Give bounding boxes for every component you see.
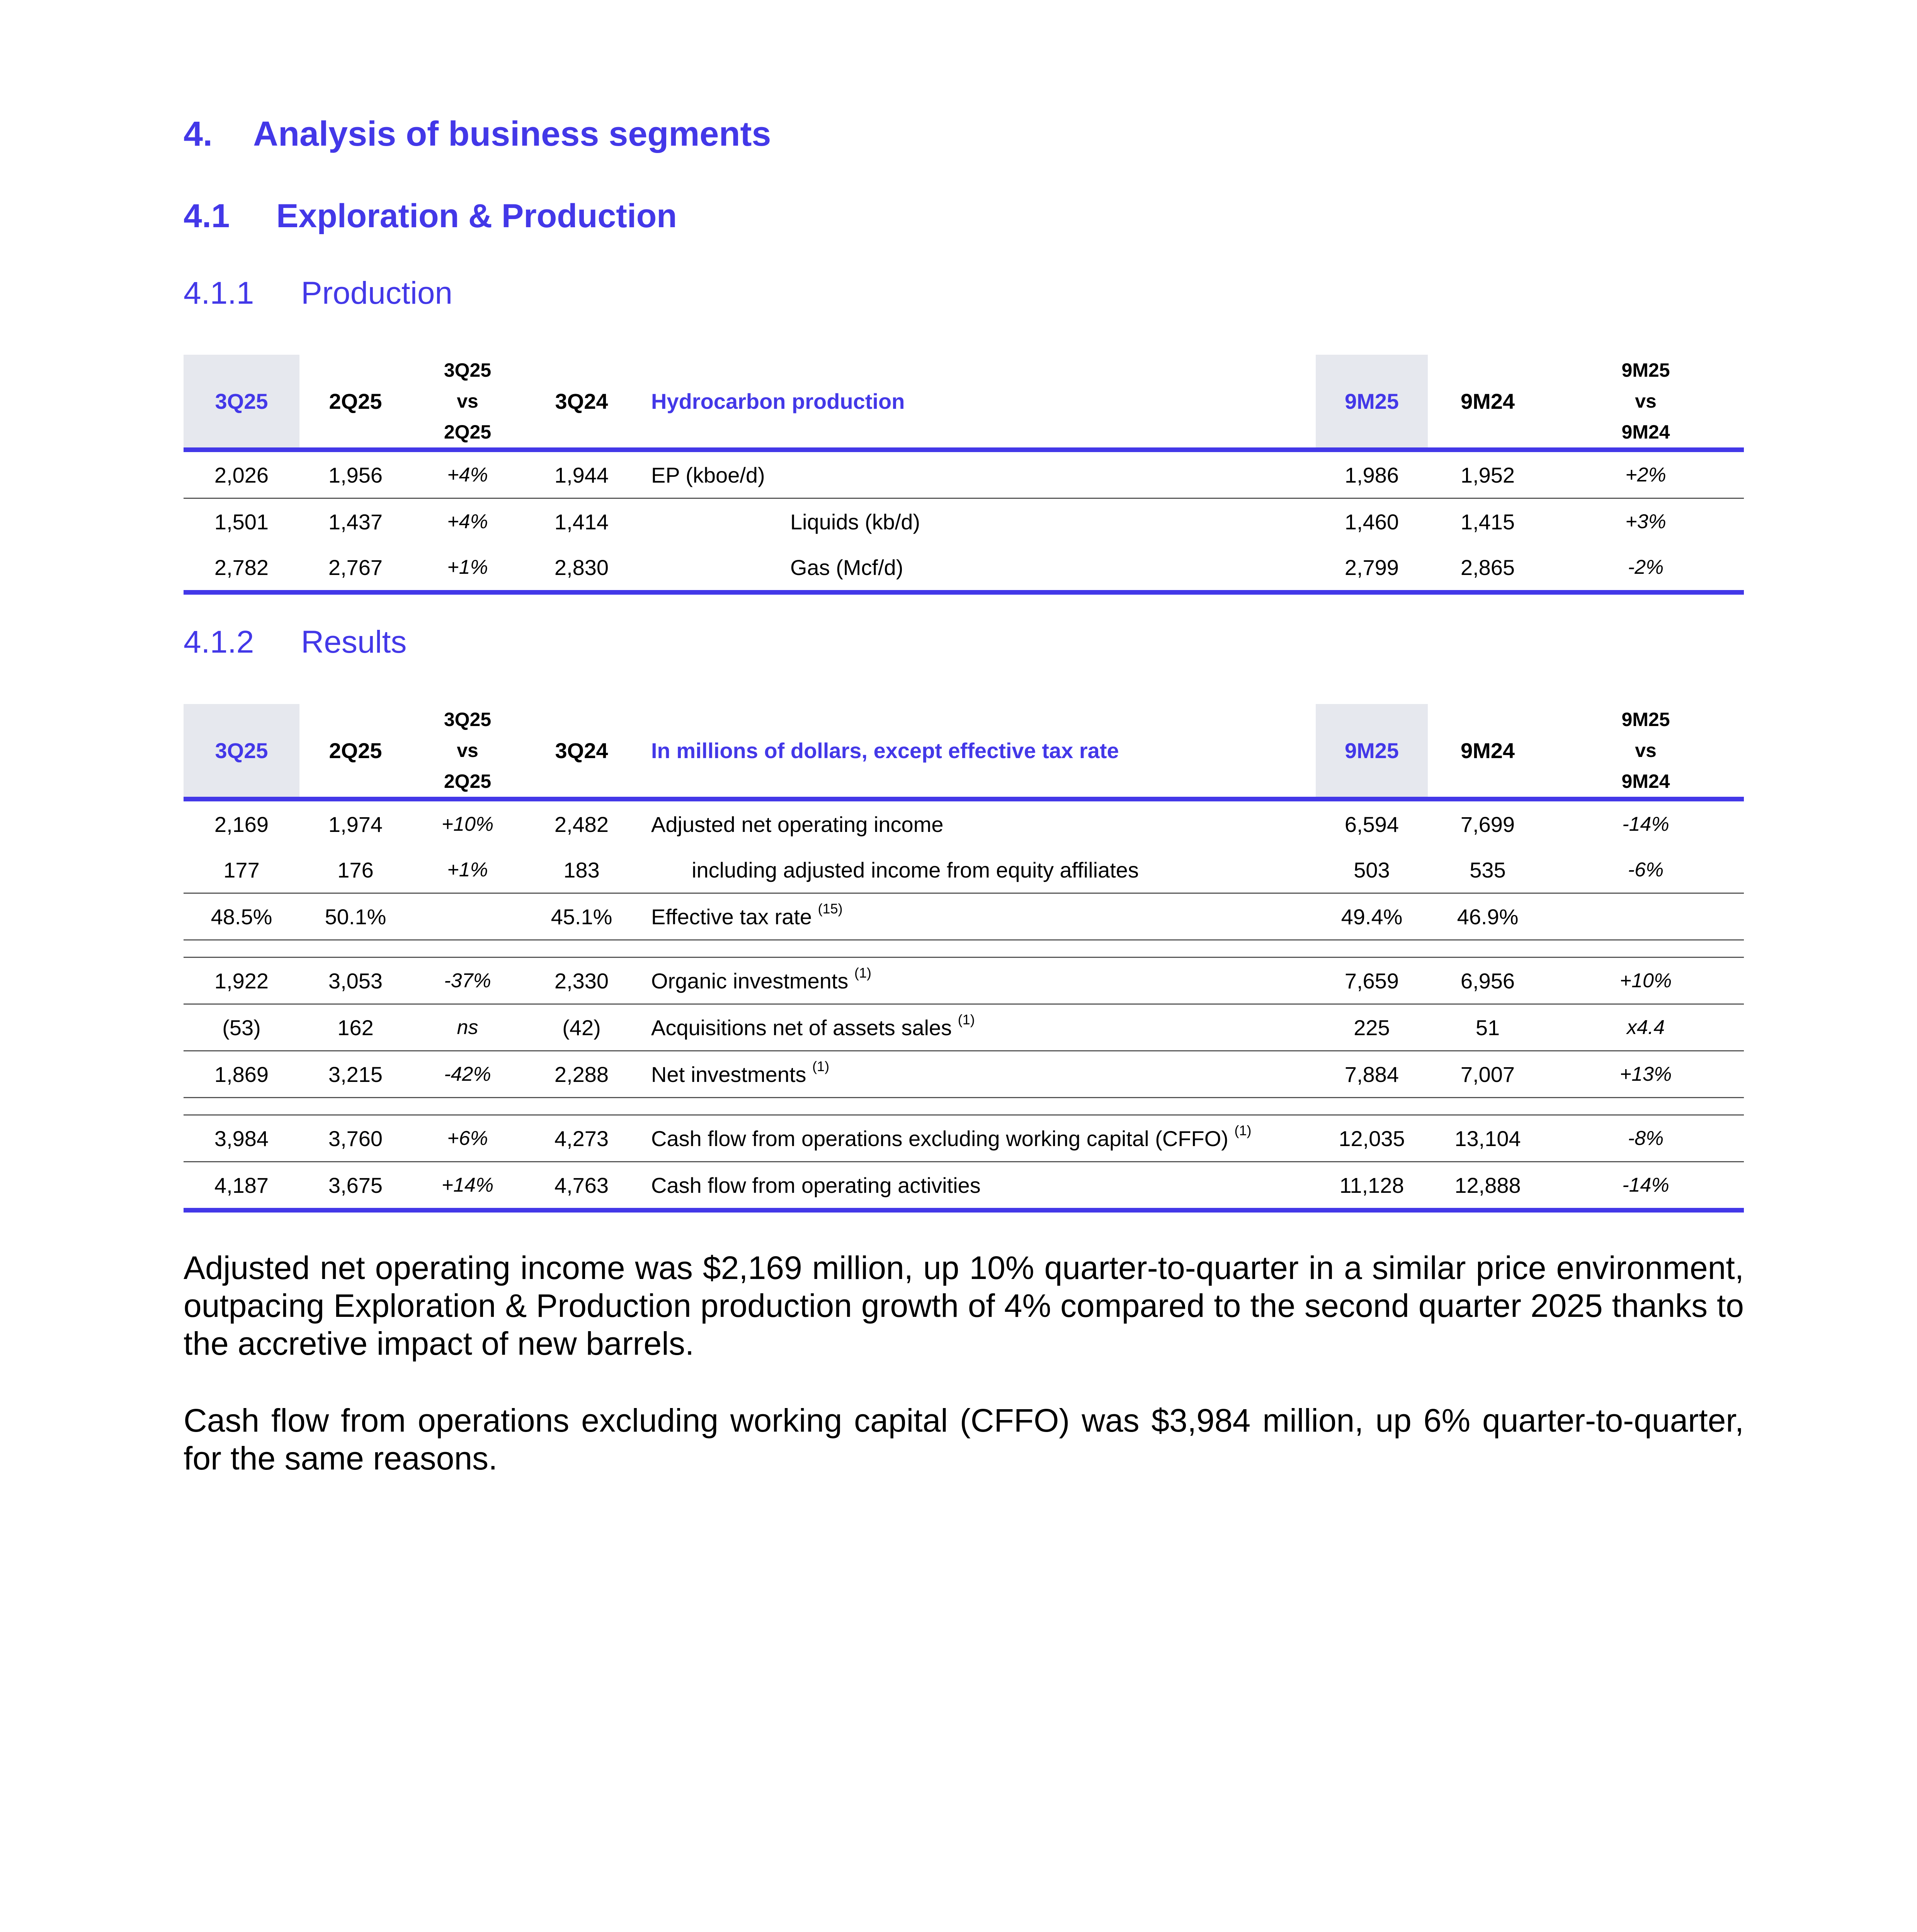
- cell: [1548, 893, 1744, 940]
- row-label: Gas (Mcf/d): [640, 544, 1316, 592]
- section-title: Analysis of business segments: [253, 115, 771, 153]
- col-2q25: 2Q25: [329, 738, 382, 763]
- table-header-row: [184, 355, 1744, 450]
- production-heading-title: Production: [301, 276, 453, 311]
- cell: 2,865: [1428, 544, 1548, 592]
- cell: 51: [1428, 1004, 1548, 1051]
- col-3q24: 3Q24: [555, 389, 608, 413]
- col-2q25: 2Q25: [329, 389, 382, 413]
- table-row: [184, 1051, 1744, 1098]
- cell: -37%: [412, 957, 524, 1004]
- cell: 1,956: [299, 450, 412, 498]
- footnote-ref: (1): [812, 1058, 830, 1074]
- table-row: [184, 1004, 1744, 1051]
- cell: +4%: [412, 450, 524, 498]
- cell: (53): [184, 1004, 299, 1051]
- cell: -2%: [1548, 544, 1744, 592]
- cell: -8%: [1548, 1115, 1744, 1162]
- cell: +6%: [412, 1115, 524, 1162]
- results-heading: [184, 624, 407, 660]
- cell: 46.9%: [1428, 893, 1548, 940]
- cell: 2,482: [554, 812, 609, 837]
- table-spacer: [184, 940, 1744, 957]
- cell: 7,884: [1316, 1051, 1428, 1098]
- row-label: Adjusted net operating income: [651, 812, 944, 837]
- cell: 162: [299, 1004, 412, 1051]
- cell: 7,659: [1316, 957, 1428, 1004]
- cell: 3,215: [299, 1051, 412, 1098]
- row-label: Acquisitions net of assets sales $^{(1)}$: [640, 1004, 1316, 1051]
- cell: 13,104: [1428, 1115, 1548, 1162]
- cell: 12,035: [1316, 1115, 1428, 1162]
- cell: 3,675: [299, 1162, 412, 1211]
- cell: 7,007: [1428, 1051, 1548, 1098]
- cell: 2,782: [184, 544, 299, 592]
- results-heading-title: Results: [301, 624, 407, 660]
- cell: 2,288: [524, 1051, 640, 1098]
- results-table: [184, 704, 1744, 1213]
- section-heading: [184, 114, 771, 154]
- cell: +10%: [1548, 957, 1744, 1004]
- cell: 48.5%: [184, 893, 299, 940]
- cell: -42%: [412, 1051, 524, 1098]
- paragraph: Adjusted net operating income was $2,169 million, up 10% quarter-to-quarter in a similar price environment, outpacing Exploration & Production production growth of 4% compared to the second quarter 2025 thanks to the accretive impact of new barrels.: [184, 1250, 1744, 1362]
- table-row: [184, 957, 1744, 1004]
- cell: +3%: [1625, 510, 1666, 533]
- cell: +4%: [447, 510, 488, 533]
- cell: 4,187: [184, 1162, 299, 1211]
- table-spacer: [184, 1098, 1744, 1115]
- cell: 3,984: [184, 1115, 299, 1162]
- row-label: Net investments $^{(1)}$: [640, 1051, 1316, 1098]
- table-row: [184, 1162, 1744, 1211]
- col-9m24: 9M24: [1460, 389, 1515, 413]
- table-row: [184, 893, 1744, 940]
- table-row: [184, 799, 1744, 847]
- col-9m24: 9M24: [1460, 738, 1515, 763]
- cell: 503: [1316, 847, 1428, 893]
- table-row: [184, 1115, 1744, 1162]
- cell: 1,922: [184, 957, 299, 1004]
- footnote-ref: (1): [1234, 1122, 1252, 1138]
- cell: 1,952: [1428, 450, 1548, 498]
- cell: 6,956: [1428, 957, 1548, 1004]
- cell: 1,460: [1344, 509, 1399, 534]
- paragraph: Cash flow from operations excluding working capital (CFFO) was $3,984 million, up 6% quarter-to-quarter, for the same reasons.: [184, 1402, 1744, 1476]
- table-row: [184, 450, 1744, 498]
- cell: 225: [1316, 1004, 1428, 1051]
- footnote-ref: (1): [958, 1011, 975, 1027]
- col-3q25-vs-2q25: 3Q25 vs 2Q25: [444, 359, 492, 443]
- cell: 177: [184, 847, 299, 893]
- cell: x4.4: [1548, 1004, 1744, 1051]
- production-heading-number: 4.1.1: [184, 276, 254, 311]
- col-9m25-vs-9m24: 9M25 vs 9M24: [1621, 709, 1670, 792]
- cell: 2,026: [184, 450, 299, 498]
- subsection-number: 4.1: [184, 197, 230, 235]
- cell: 1,414: [554, 509, 609, 534]
- cell: 4,273: [524, 1115, 640, 1162]
- cell: -6%: [1548, 847, 1744, 893]
- cell: +2%: [1548, 450, 1744, 498]
- cell: 1,944: [524, 450, 640, 498]
- row-label: Effective tax rate $^{(15)}$: [640, 893, 1316, 940]
- cell: 183: [524, 847, 640, 893]
- cell: 2,830: [524, 544, 640, 592]
- row-label: including adjusted income from equity affiliates: [640, 847, 1316, 893]
- col-3q24: 3Q24: [555, 738, 608, 763]
- production-heading: [184, 275, 452, 311]
- cell: 176: [299, 847, 412, 893]
- cell: 11,128: [1316, 1162, 1428, 1211]
- cell: 1,501: [214, 509, 269, 534]
- cell: 49.4%: [1316, 893, 1428, 940]
- cell: [412, 893, 524, 940]
- col-3q25-vs-2q25: 3Q25 vs 2Q25: [444, 709, 492, 792]
- col-3q25: 3Q25: [184, 355, 299, 450]
- cell: +13%: [1548, 1051, 1744, 1098]
- cell: 4,763: [524, 1162, 640, 1211]
- row-label: Liquids (kb/d): [790, 509, 920, 534]
- cell: 50.1%: [299, 893, 412, 940]
- footnote-ref: (15): [818, 900, 843, 917]
- results-heading-number: 4.1.2: [184, 624, 254, 660]
- cell: +1%: [412, 544, 524, 592]
- cell: ns: [412, 1004, 524, 1051]
- table-row: [184, 847, 1744, 893]
- cell: 2,799: [1316, 544, 1428, 592]
- table-row: [184, 498, 1744, 545]
- cell: 1,415: [1460, 509, 1515, 534]
- cell: 3,053: [299, 957, 412, 1004]
- table-header-row: [184, 704, 1744, 799]
- row-label: Cash flow from operations excluding working capital (CFFO) $^{(1)}$: [640, 1115, 1316, 1162]
- row-label: Organic investments $^{(1)}$: [640, 957, 1316, 1004]
- row-label: EP (kboe/d): [640, 450, 1316, 498]
- section-number: 4.: [184, 115, 213, 153]
- col-9m25: 9M25: [1316, 355, 1428, 450]
- cell: -14%: [1548, 1162, 1744, 1211]
- cell: 2,169: [214, 812, 269, 837]
- col-3q25: 3Q25: [184, 704, 299, 799]
- cell: 6,594: [1344, 812, 1399, 837]
- table-row: [184, 544, 1744, 592]
- production-table: [184, 355, 1744, 595]
- cell: -14%: [1622, 813, 1669, 835]
- row-label: Cash flow from operating activities: [640, 1162, 1316, 1211]
- cell: 2,767: [299, 544, 412, 592]
- col-label: In millions of dollars, except effective tax rate: [651, 738, 1119, 763]
- cell: +1%: [412, 847, 524, 893]
- cell: +14%: [412, 1162, 524, 1211]
- cell: +10%: [441, 813, 494, 835]
- subsection-title: Exploration & Production: [276, 197, 677, 235]
- col-label: Hydrocarbon production: [651, 389, 905, 413]
- cell: (42): [524, 1004, 640, 1051]
- cell: 1,437: [328, 509, 383, 534]
- cell: 1,974: [328, 812, 383, 837]
- cell: 2,330: [524, 957, 640, 1004]
- cell: 3,760: [299, 1115, 412, 1162]
- cell: 535: [1428, 847, 1548, 893]
- cell: 12,888: [1428, 1162, 1548, 1211]
- cell: 7,699: [1460, 812, 1515, 837]
- subsection-heading: [184, 197, 677, 235]
- footnote-ref: (1): [854, 964, 871, 981]
- cell: 1,986: [1316, 450, 1428, 498]
- cell: 1,869: [184, 1051, 299, 1098]
- cell: 45.1%: [524, 893, 640, 940]
- col-9m25: 9M25: [1316, 704, 1428, 799]
- col-9m25-vs-9m24: 9M25 vs 9M24: [1621, 359, 1670, 443]
